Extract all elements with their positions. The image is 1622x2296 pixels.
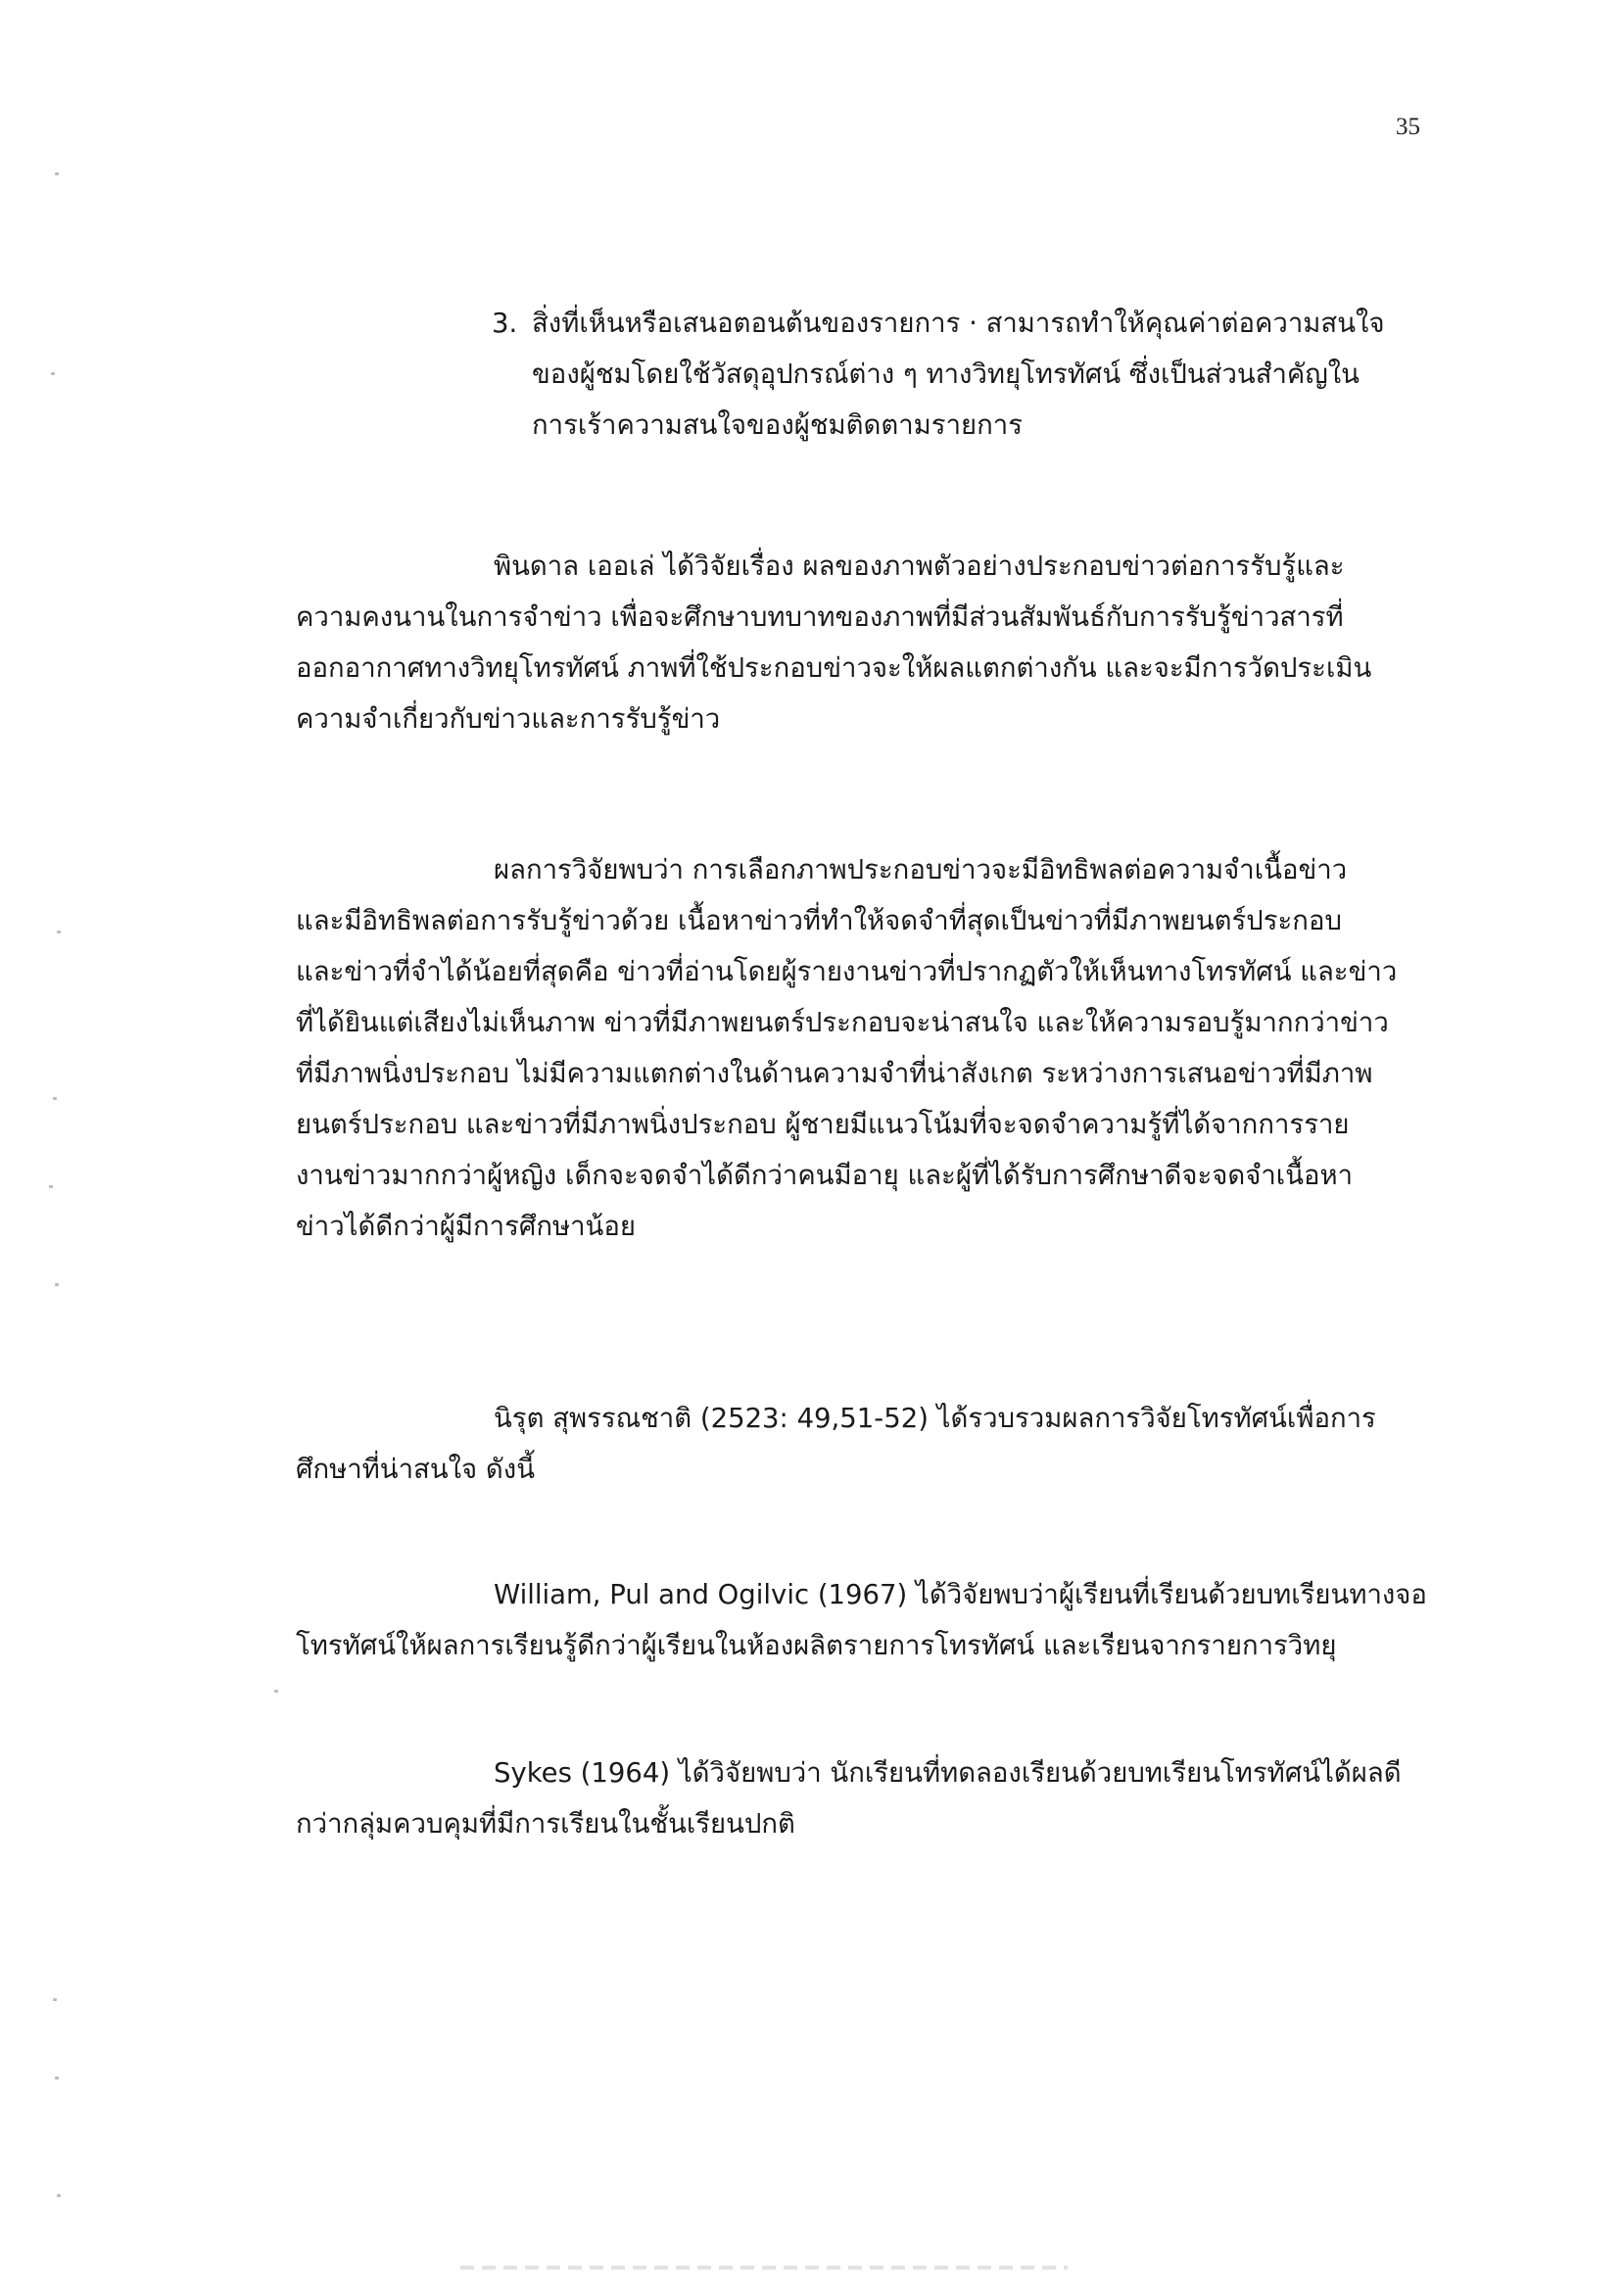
paragraph-line: โทรทัศน์ให้ผลการเรียนรู้ดีกว่าผู้เรียนในห้องผลิตรายการโทรทัศน์ และเรียนจากรายการวิทยุ [296, 1630, 1337, 1661]
scan-artifact [55, 172, 59, 175]
paragraph-nirut [296, 1393, 1428, 1495]
paragraph-line: ข่าวได้ดีกว่าผู้มีการศึกษาน้อย [296, 1211, 636, 1242]
list-item-line: การเร้าความสนใจของผู้ชมติดตามรายการ [532, 409, 1023, 441]
paragraph-line: นิรุต สุพรรณชาติ (2523: 49,51-52) ได้รวบรวมผลการวิจัยโทรทัศน์เพื่อการ [494, 1403, 1376, 1434]
paragraph-william [296, 1569, 1428, 1671]
scan-artifact [55, 1283, 59, 1286]
paragraph-line: ศึกษาที่น่าสนใจ ดังนี้ [296, 1454, 535, 1485]
paragraph-line: ยนตร์ประกอบ และข่าวที่มีภาพนิ่งประกอบ ผู้ชายมีแนวโน้มที่จะจดจำความรู้ที่ได้จากการราย [296, 1109, 1350, 1140]
paragraph-line: และข่าวที่จำได้น้อยที่สุดคือ ข่าวที่อ่านโดยผู้รายงานข่าวที่ปรากฏตัวให้เห็นทางโทรทัศน์ และข่าว [296, 956, 1398, 987]
scan-artifact [57, 2194, 61, 2197]
scan-artifact [274, 1690, 278, 1693]
list-item-line [492, 298, 1428, 349]
paragraph-line: งานข่าวมากกว่าผู้หญิง เด็กจะจดจำได้ดีกว่าคนมีอายุ และผู้ที่ได้รับการศึกษาดีจะจดจำเนื้อหา [296, 1160, 1354, 1191]
scan-artifact [49, 1185, 53, 1188]
paragraph-line: ออกอากาศทางวิทยุโทรทัศน์ ภาพที่ใช้ประกอบข่าวจะให้ผลแตกต่างกัน และจะมีการวัดประเมิน [296, 652, 1372, 684]
scan-artifact [53, 1998, 57, 2001]
paragraph-line: ผลการวิจัยพบว่า การเลือกภาพประกอบข่าวจะมีอิทธิพลต่อความจำเนื้อข่าว [494, 854, 1348, 885]
list-item-3 [492, 298, 1428, 451]
list-item-text: สิ่งที่เห็นหรือเสนอตอนต้นของรายการ · สามารถทำให้คุณค่าต่อความสนใจ [532, 308, 1385, 339]
scan-edge-strip [460, 2266, 1068, 2270]
paragraph-line: ที่ได้ยินแต่เสียงไม่เห็นภาพ ข่าวที่มีภาพยนตร์ประกอบจะน่าสนใจ และให้ความรอบรู้มากกว่าข่าว [296, 1007, 1389, 1038]
scan-artifact [51, 372, 55, 375]
scan-artifact [57, 931, 61, 933]
scan-artifact [55, 2077, 59, 2080]
scan-artifact [53, 1097, 57, 1100]
paragraph-line: พินดาล เออเล่ ได้วิจัยเรื่อง ผลของภาพตัวอย่างประกอบข่าวต่อการรับรู้และ [494, 550, 1345, 582]
paragraph-pindal [296, 541, 1428, 744]
list-marker: 3. [492, 308, 518, 339]
page-number: 35 [1396, 114, 1420, 140]
paragraph-line: ความคงนานในการจำข่าว เพื่อจะศึกษาบทบาทของภาพที่มีส่วนสัมพันธ์กับการรับรู้ข่าวสารที่ [296, 601, 1344, 633]
paragraph-line: ความจำเกี่ยวกับข่าวและการรับรู้ข่าว [296, 703, 721, 735]
paragraph-line: กว่ากลุ่มควบคุมที่มีการเรียนในชั้นเรียนปกติ [296, 1808, 795, 1840]
paragraph-line: William, Pul and Ogilvic (1967) ได้วิจัยพบว่าผู้เรียนที่เรียนด้วยบทเรียนทางจอ [494, 1579, 1427, 1610]
paragraph-sykes [296, 1747, 1428, 1849]
list-item-line: ของผู้ชมโดยใช้วัสดุอุปกรณ์ต่าง ๆ ทางวิทยุโทรทัศน์ ซึ่งเป็นส่วนสำคัญใน [532, 359, 1360, 390]
paragraph-line: ที่มีภาพนิ่งประกอบ ไม่มีความแตกต่างในด้านความจำที่น่าสังเกต ระหว่างการเสนอข่าวที่มีภาพ [296, 1058, 1373, 1089]
paragraph-findings [296, 844, 1428, 1252]
paragraph-line: และมีอิทธิพลต่อการรับรู้ข่าวด้วย เนื้อหาข่าวที่ทำให้จดจำที่สุดเป็นข่าวที่มีภาพยนตร์ประกอบ [296, 905, 1342, 936]
paragraph-line: Sykes (1964) ได้วิจัยพบว่า นักเรียนที่ทดลองเรียนด้วยบทเรียนโทรทัศน์ได้ผลดี [494, 1757, 1402, 1789]
